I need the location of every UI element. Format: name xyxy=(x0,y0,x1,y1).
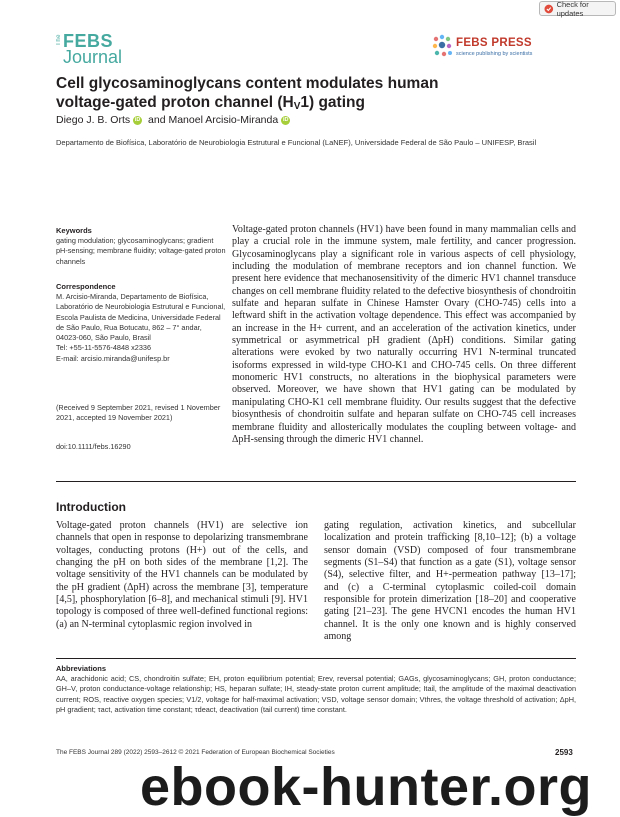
febs-press-dots-icon xyxy=(432,34,454,60)
title-subscript: V xyxy=(293,101,301,112)
author-2: and Manoel Arcisio-Miranda xyxy=(148,114,279,126)
affiliation: Departamento de Biofísica, Laboratório de Neurobiologia Estrutural e Funcional (LaNEF), Universidade Federal de São Paulo – UNIFESP, Brasil xyxy=(56,138,537,147)
abbreviations-divider xyxy=(56,658,576,659)
logo-journal: Journal xyxy=(63,47,123,67)
press-tagline: science publishing by scientists xyxy=(456,51,533,57)
introduction-column-right: gating regulation, activation kinetics, and subcellular localization and protein trafficking [8,10–12]; (b) a voltage sensor domain (VSD) composed of four transmembrane segments (S1–S4) that function as a gate (S1), voltage sensor (S4), selective filter, and H+-permeation pathway [13–17]; and (c) a C-terminal cytoplasmic coiled-coil domain responsible for protein dimerization [18–20] and cooperative gating [21–23]. The gene HVCN1 encodes the human HV1 channel. It is the only one known and is highly conserved among xyxy=(324,520,576,643)
abbreviations-text: AA, arachidonic acid; CS, chondroitin sulfate; EH, proton equilibrium potential; Erev, reversal potential; GAGs, glycosaminoglycans; GH, proton conductance; GH–V, proton conductance-voltage relationship; HS, heparan sulfate; IH, steady-state proton current amplitude; Itail, the amplitude of the maximal deactivation current; ROS, reactive oxygen species; V1/2, voltage for half-maximal activation; VSD, voltage sensor domain; Vthres, the voltage threshold of activation; ΔpH, pH gradient; τact, activation time constant; τdeact, deactivation (tail current) time constant. xyxy=(56,674,576,714)
orcid-icon[interactable]: iD xyxy=(282,116,289,123)
correspondence-email[interactable]: E-mail: arcisio.miranda@unifesp.br xyxy=(56,353,170,363)
correspondence-heading: Correspondence xyxy=(56,282,116,291)
keywords-heading: Keywords xyxy=(56,226,92,235)
title-line-2-pre: voltage-gated proton channel (H xyxy=(56,94,294,111)
press-name: FEBS PRESS xyxy=(456,37,532,49)
febs-journal-logo xyxy=(56,33,126,67)
keywords-text: gating modulation; glycosaminoglycans; gradient pH-sensing; membrane fluidity; voltage-gated proton channels xyxy=(56,236,226,266)
correspondence-tel: Tel: +55-11-5576-4848 x2336 xyxy=(56,343,151,353)
abstract: Voltage-gated proton channels (HV1) have been found in many mammalian cells and play a crucial role in the immune system, male fertility, and cancer progression. Glycosaminoglycans play a significant role in various aspects of cell physiology, including the modulation of membrane receptors and ion channel function. We present here evidence that mechanosensitivity of the dimeric HV1 channel transduce changes on cell membrane fluidity related to the defective biosynthesis of chondroitin sulfate and heparan sulfate in Chinese Hamster Ovary (CHO-745) cells into a leftward shift in the activation voltage dependence. This effect was accompanied by an increase in the H+ current, and an acceleration of the activation kinetics, under symmetrical or asymmetrical pH gradient (ΔpH) conditions. Similar gating alterations were evoked by two naturally occurring HV1 N-terminal truncated isoforms expressed in wild-type CHO-K1 and CHO-745 cells. On three different monomeric HV1 constructs, no alterations in the biophysical parameters were observed. Moreover, we have shown that HV1 gating can be modulated by manipulating CHO-K1 cell membrane fluidity. Our results suggest that the defective biosynthesis of chondroitin sulfate and heparan sulfate on CHO-745 cell increases membrane fluidity and allosterically modulates the coupling between voltage- and ΔpH-sensing through the dimeric HV1 channel. xyxy=(232,224,576,445)
footer-citation: The FEBS Journal 289 (2022) 2593–2612 © 2021 Federation of European Biochemical Societies xyxy=(56,749,335,756)
febs-press-logo xyxy=(432,34,576,66)
correspondence-block xyxy=(56,292,226,364)
author-1: Diego J. B. Orts xyxy=(56,114,131,126)
section-divider xyxy=(56,481,576,482)
article-title xyxy=(56,74,576,116)
abbreviations-heading: Abbreviations xyxy=(56,664,107,673)
check-updates-label: Check for updates xyxy=(556,0,589,18)
title-line-2-post: 1) gating xyxy=(300,94,365,111)
check-updates-icon xyxy=(544,4,554,14)
received-dates: (Received 9 September 2021, revised 1 November 2021, accepted 19 November 2021) xyxy=(56,403,221,423)
logo-febs: FEBS xyxy=(63,31,114,51)
title-line-1: Cell glycosaminoglycans content modulates human xyxy=(56,75,439,92)
authors xyxy=(56,114,293,126)
orcid-icon[interactable]: iD xyxy=(134,116,141,123)
introduction-column-left: Voltage-gated proton channels (HV1) are selective ion channels that open in response to depolarizing transmembrane voltages, conducting protons (H+) out of the cells, and changing the pH on both sides of the membrane [1,2]. The voltage sensitivity of the HV1 channels can be modulated by the pH gradient (ΔpH) across the membrane [3], temperature [4,5], phosphorylation [6–8], and mechanical stimuli [9]. HV1 topology is composed of three well-defined functional regions: (a) an N-terminal cytoplasmic region involved in xyxy=(56,520,308,630)
correspondence-address: M. Arcisio-Miranda, Departamento de Biofísica, Laboratório de Neurobiologia Estrutural e Funcional, Escola Paulista de Medicina, Universidade Federal de São Paulo, Rua Botucatu, 862 – 7° andar, 04023-060, São Paulo, Brasil xyxy=(56,292,226,343)
check-for-updates-button[interactable] xyxy=(539,1,616,16)
doi-link[interactable]: doi:10.1111/febs.16290 xyxy=(56,442,131,451)
logo-the: The xyxy=(56,34,62,46)
page-number: 2593 xyxy=(555,748,573,757)
introduction-heading: Introduction xyxy=(56,500,126,514)
watermark-text: ebook-hunter.org xyxy=(140,757,592,817)
